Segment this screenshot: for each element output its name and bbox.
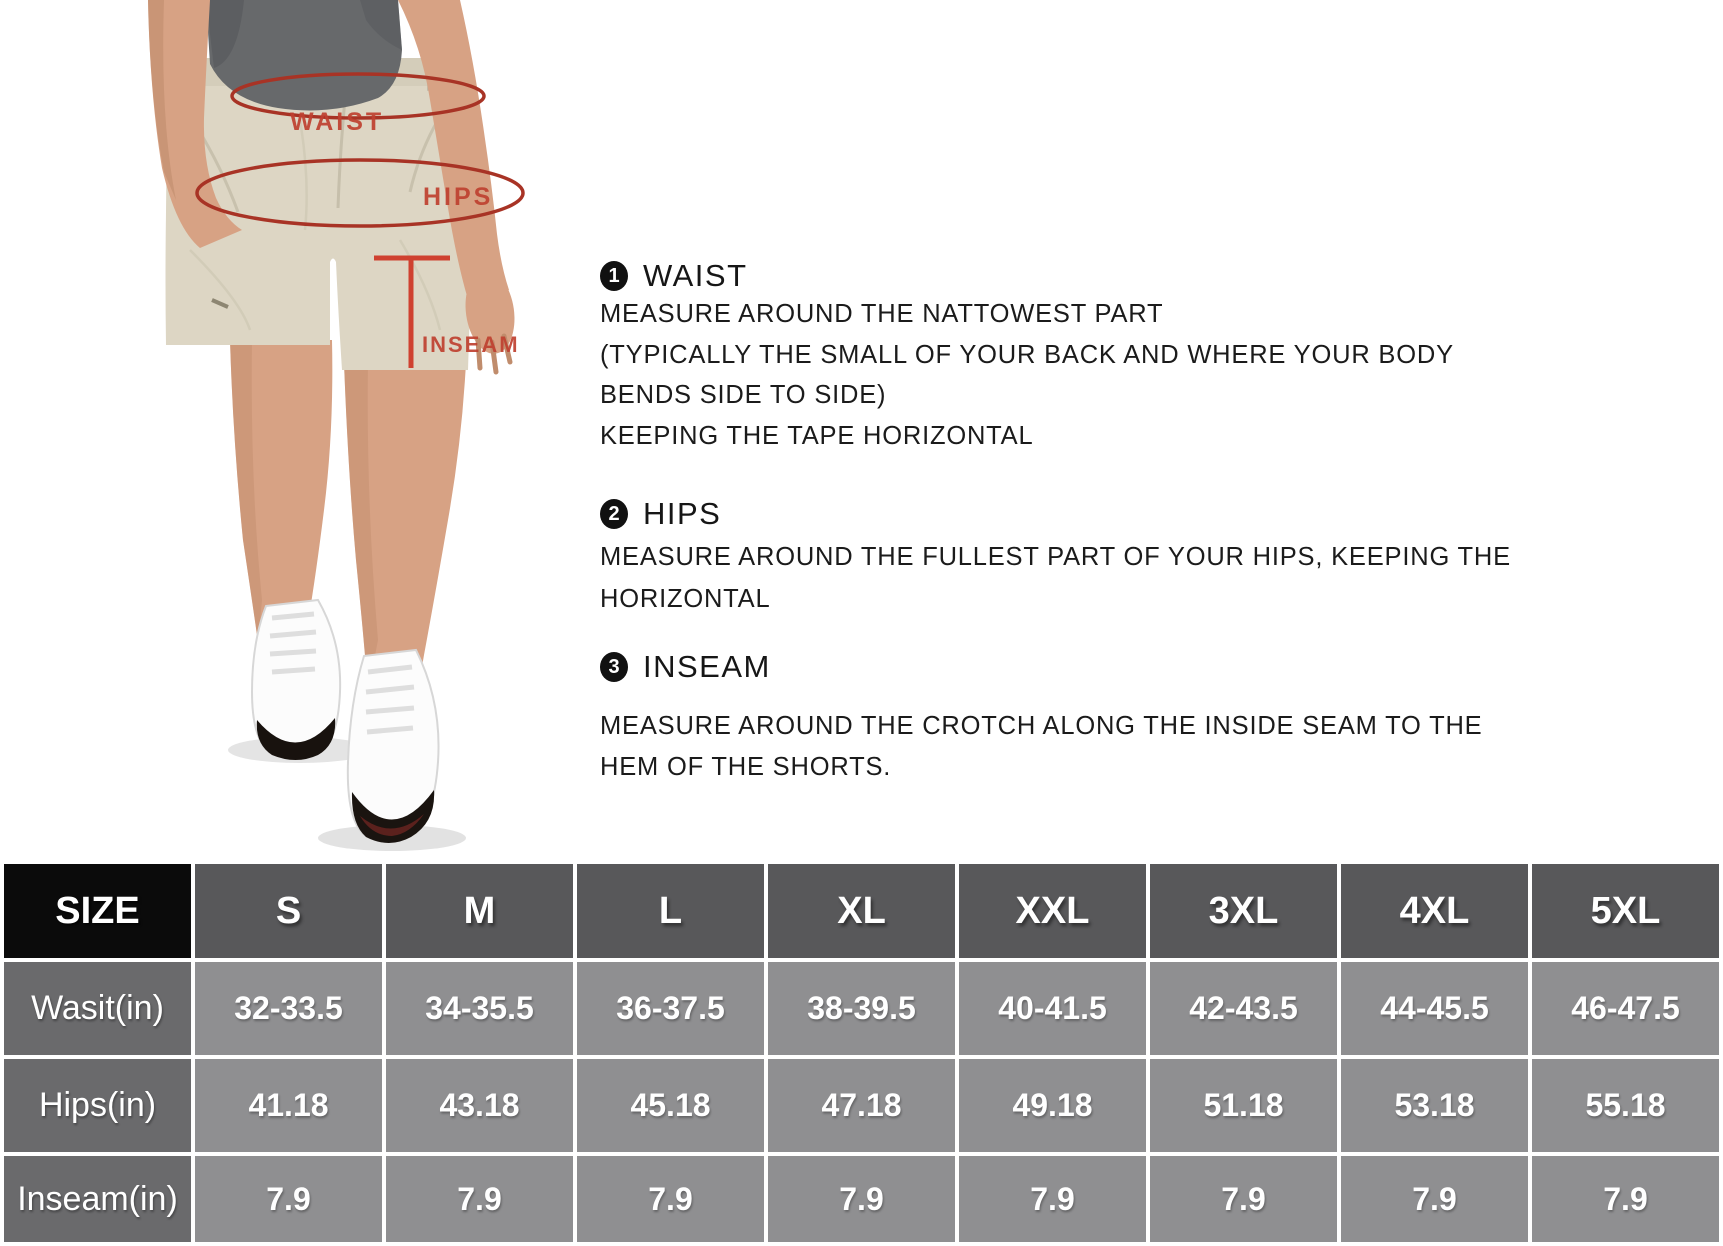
inseam-value-cell: 7.9 bbox=[1150, 1156, 1337, 1242]
size-header-cell: S bbox=[195, 864, 382, 958]
size-header-cell: XL bbox=[768, 864, 955, 958]
size-header-cell: L bbox=[577, 864, 764, 958]
waist-value-cell: 36-37.5 bbox=[577, 962, 764, 1055]
instruction-title-inseam: INSEAM bbox=[643, 649, 771, 684]
hips-value-cell: 49.18 bbox=[959, 1059, 1146, 1152]
hips-annotation-label: HIPS bbox=[423, 183, 494, 211]
row-label-inseam: Inseam(in) bbox=[4, 1156, 191, 1242]
waist-annotation-label: WAIST bbox=[290, 108, 385, 136]
hips-value-cell: 53.18 bbox=[1341, 1059, 1528, 1152]
waist-value-cell: 46-47.5 bbox=[1532, 962, 1719, 1055]
hips-value-cell: 55.18 bbox=[1532, 1059, 1719, 1152]
waist-value-cell: 42-43.5 bbox=[1150, 962, 1337, 1055]
instruction-text: MEASURE AROUND THE CROTCH ALONG THE INSIDE SEAM TO THE bbox=[600, 712, 1483, 740]
step-3-badge: 3 bbox=[600, 652, 628, 682]
instruction-text: HEM OF THE SHORTS. bbox=[600, 753, 892, 781]
instruction-heading-inseam bbox=[600, 649, 771, 685]
hips-value-cell: 43.18 bbox=[386, 1059, 573, 1152]
row-label-hips: Hips(in) bbox=[4, 1059, 191, 1152]
instruction-heading-waist bbox=[600, 258, 748, 294]
inseam-value-cell: 7.9 bbox=[386, 1156, 573, 1242]
hips-value-cell: 51.18 bbox=[1150, 1059, 1337, 1152]
inseam-annotation-label: INSEAM bbox=[422, 332, 520, 357]
inseam-value-cell: 7.9 bbox=[768, 1156, 955, 1242]
instruction-text: HORIZONTAL bbox=[600, 585, 771, 613]
size-header-cell: 3XL bbox=[1150, 864, 1337, 958]
instruction-text: (TYPICALLY THE SMALL OF YOUR BACK AND WHERE YOUR BODY bbox=[600, 341, 1454, 369]
size-header-cell: M bbox=[386, 864, 573, 958]
instruction-text: MEASURE AROUND THE FULLEST PART OF YOUR HIPS, KEEPING THE bbox=[600, 543, 1511, 571]
hips-value-cell: 47.18 bbox=[768, 1059, 955, 1152]
instruction-heading-hips bbox=[600, 496, 721, 532]
waist-value-cell: 40-41.5 bbox=[959, 962, 1146, 1055]
hips-value-cell: 41.18 bbox=[195, 1059, 382, 1152]
step-1-badge: 1 bbox=[600, 261, 628, 291]
hips-value-cell: 45.18 bbox=[577, 1059, 764, 1152]
size-table-corner-header: SIZE bbox=[4, 864, 191, 958]
row-label-waist: Wasit(in) bbox=[4, 962, 191, 1055]
step-2-badge: 2 bbox=[600, 499, 628, 529]
waist-value-cell: 32-33.5 bbox=[195, 962, 382, 1055]
waist-value-cell: 34-35.5 bbox=[386, 962, 573, 1055]
inseam-value-cell: 7.9 bbox=[195, 1156, 382, 1242]
size-chart-table bbox=[0, 860, 1723, 1246]
size-header-cell: XXL bbox=[959, 864, 1146, 958]
waist-value-cell: 44-45.5 bbox=[1341, 962, 1528, 1055]
inseam-value-cell: 7.9 bbox=[1341, 1156, 1528, 1242]
inseam-value-cell: 7.9 bbox=[959, 1156, 1146, 1242]
instruction-text: KEEPING THE TAPE HORIZONTAL bbox=[600, 422, 1034, 450]
instruction-text: BENDS SIDE TO SIDE) bbox=[600, 381, 887, 409]
waist-value-cell: 38-39.5 bbox=[768, 962, 955, 1055]
inseam-value-cell: 7.9 bbox=[577, 1156, 764, 1242]
inseam-value-cell: 7.9 bbox=[1532, 1156, 1719, 1242]
instruction-text: MEASURE AROUND THE NATTOWEST PART bbox=[600, 300, 1164, 328]
instruction-title-waist: WAIST bbox=[643, 258, 748, 293]
size-header-cell: 4XL bbox=[1341, 864, 1528, 958]
instruction-title-hips: HIPS bbox=[643, 496, 722, 531]
size-header-cell: 5XL bbox=[1532, 864, 1719, 958]
